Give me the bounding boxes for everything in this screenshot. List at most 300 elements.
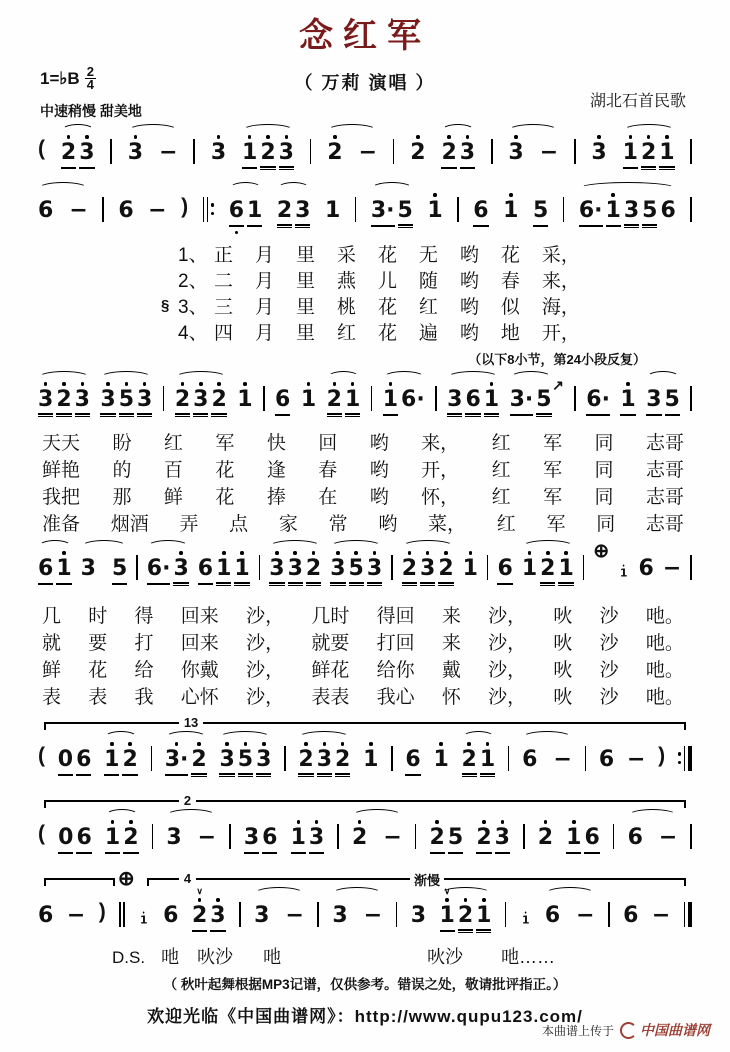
music-line-chorus-melody xyxy=(38,540,692,594)
syllable: 月 xyxy=(254,244,274,266)
slur-group xyxy=(269,540,321,594)
syllable: 准备 xyxy=(42,514,81,535)
syllable: 里 xyxy=(295,322,315,344)
slur-group xyxy=(81,540,128,594)
syllable: 采 xyxy=(336,244,356,266)
verse-syllables xyxy=(214,240,580,267)
note: 2 xyxy=(123,809,138,863)
syllable: 戴 xyxy=(441,660,461,681)
note: 3 xyxy=(330,540,345,594)
syllable: 儿 xyxy=(377,270,397,292)
syllable: 遍 xyxy=(418,322,438,344)
syllable: 地 xyxy=(500,322,520,344)
syllable: 吔。 xyxy=(645,660,684,681)
lyric-row xyxy=(42,482,684,509)
note: 2 xyxy=(462,731,477,785)
grace-note: 1 xyxy=(522,906,530,933)
syllable: 志哥 xyxy=(645,514,684,535)
note: 3 xyxy=(219,731,234,785)
syllable: 得 xyxy=(134,606,154,627)
note: 1 xyxy=(216,540,231,594)
syllable: 吔 xyxy=(161,947,180,967)
volta-bracket-1-3 xyxy=(44,715,686,731)
note: 2 xyxy=(211,371,226,425)
syllable: 的 xyxy=(112,460,132,481)
note: 3 xyxy=(591,124,606,178)
barline xyxy=(396,888,398,940)
note: − xyxy=(576,903,595,928)
barline xyxy=(585,732,587,784)
song-origin: 湖北石首民歌 xyxy=(589,93,686,110)
note: 3 xyxy=(254,903,270,928)
note: 3 xyxy=(80,556,96,581)
note: 2 xyxy=(61,124,76,178)
syllable: 怀， xyxy=(421,487,460,508)
syllable: 同 xyxy=(594,433,614,454)
slur-group xyxy=(61,124,95,178)
note: 3 xyxy=(79,124,94,178)
syllable: 花 xyxy=(500,244,520,266)
syllable: 来 xyxy=(441,633,461,654)
slur-group xyxy=(332,887,382,941)
verse-row xyxy=(178,240,580,266)
volta-label: 4 xyxy=(179,871,196,887)
music-symbol: ) xyxy=(658,744,666,767)
syllable: 吔 xyxy=(263,947,282,967)
barline xyxy=(119,888,125,940)
syllable: 打 xyxy=(134,633,154,654)
syllable: 同 xyxy=(596,514,616,535)
syllable: 吔…… xyxy=(501,947,556,967)
syllable: 红 xyxy=(496,514,516,535)
note: 3 xyxy=(410,903,426,928)
syllable: 鲜花 xyxy=(311,660,350,681)
slur-group xyxy=(327,371,361,425)
barline xyxy=(393,125,395,177)
syllable: 捧 xyxy=(266,487,286,508)
note: 3 xyxy=(367,540,382,594)
slur-group xyxy=(441,124,475,178)
note: 1 xyxy=(620,371,635,425)
note: 5 xyxy=(536,371,551,425)
syllable: 沙 xyxy=(599,606,619,627)
watermark xyxy=(542,1020,710,1040)
note: 5 xyxy=(448,809,463,863)
note: 1 xyxy=(427,182,442,236)
syllable: 似 xyxy=(500,296,520,318)
note: − xyxy=(363,903,383,928)
note: 3 xyxy=(128,124,143,178)
note: 1 xyxy=(606,182,621,236)
syllable: 常 xyxy=(328,514,348,535)
barline xyxy=(152,810,154,862)
note: 1 xyxy=(234,540,249,594)
barline xyxy=(310,125,312,177)
syllable: 来， xyxy=(421,433,460,454)
syllable: 时 xyxy=(88,606,108,627)
note: 6 xyxy=(405,731,420,785)
note: 6 xyxy=(262,809,277,863)
syllable: 里 xyxy=(295,296,315,318)
syllable: 得回 xyxy=(376,606,415,627)
syllable: 沙， xyxy=(246,606,285,627)
syllable: 吙 xyxy=(553,633,573,654)
verse-syllables xyxy=(214,318,580,345)
note: 3· xyxy=(371,182,395,236)
verse-lyrics xyxy=(161,240,580,344)
syllable: 月 xyxy=(254,322,274,344)
note: 3 xyxy=(210,887,225,941)
note: 1 xyxy=(522,540,537,594)
syllable: 花 xyxy=(88,660,108,681)
note: − xyxy=(651,903,671,928)
barline xyxy=(284,732,286,784)
syllable: 烟酒 xyxy=(110,514,149,535)
barline xyxy=(136,541,138,593)
syllable: 沙 xyxy=(599,633,619,654)
beam-group xyxy=(566,809,600,863)
note: 1 xyxy=(325,198,341,223)
chorus-lyrics-1 xyxy=(42,428,684,536)
note: 3 xyxy=(211,124,226,178)
syllable: 我把 xyxy=(42,487,81,508)
note: 1 xyxy=(463,540,478,594)
barline xyxy=(355,183,357,235)
note: 3 xyxy=(460,124,475,178)
note: 1 xyxy=(242,124,257,178)
slur-group xyxy=(440,887,492,941)
barline xyxy=(415,810,417,862)
verse-row xyxy=(161,292,580,318)
barline xyxy=(690,372,692,424)
note: 3 xyxy=(646,371,661,425)
music-symbol: ) xyxy=(181,195,189,218)
syllable: 鲜 xyxy=(42,660,62,681)
barline xyxy=(435,372,437,424)
note: 5 xyxy=(398,182,413,236)
syllable: 鲜 xyxy=(163,487,183,508)
grace-note: 1 xyxy=(620,559,628,586)
note: 6 xyxy=(38,903,54,928)
syllable: 随 xyxy=(418,270,438,292)
syllable: 我 xyxy=(134,687,154,708)
syllable: 春 xyxy=(318,460,338,481)
barline xyxy=(193,125,195,177)
note: 3 xyxy=(100,371,115,425)
note: 2 xyxy=(306,540,321,594)
lyric-row xyxy=(42,509,684,536)
syllable: D.S. xyxy=(112,948,146,967)
note: − xyxy=(69,198,88,223)
syllable: 红 xyxy=(163,433,183,454)
note: 6 xyxy=(638,556,654,581)
verse-syllables xyxy=(214,266,580,293)
slur-group xyxy=(327,124,377,178)
note: 3 xyxy=(166,825,182,850)
slur-group xyxy=(277,182,311,236)
lyric-row xyxy=(42,628,684,655)
note: 3 xyxy=(495,809,510,863)
note: 3 xyxy=(447,371,462,425)
barline xyxy=(203,183,215,235)
syllable: 同 xyxy=(594,487,614,508)
note: 2 xyxy=(538,809,553,863)
note: 2 xyxy=(430,809,445,863)
slur-group xyxy=(508,124,558,178)
syllable: 快 xyxy=(266,433,286,454)
syllable: 吙 xyxy=(553,660,573,681)
syllable: 沙 xyxy=(599,660,619,681)
note: 6 xyxy=(163,903,179,928)
syllable: 红 xyxy=(418,296,438,318)
note: 3· xyxy=(510,371,534,425)
note: 2 xyxy=(476,809,491,863)
syllable: 花 xyxy=(377,244,397,266)
syllable: 军 xyxy=(543,487,563,508)
note: 3 xyxy=(288,540,303,594)
note: 6 xyxy=(38,198,54,223)
note: 1 xyxy=(476,887,491,941)
note: 3· xyxy=(165,731,189,785)
syllable: 吙 xyxy=(553,687,573,708)
beam-group xyxy=(476,809,510,863)
note: − xyxy=(553,747,572,772)
verse-number: 2、 xyxy=(178,270,208,292)
slur-group xyxy=(510,371,552,425)
slur-group xyxy=(623,124,675,178)
note: 5 xyxy=(349,540,364,594)
note: 1 xyxy=(659,124,674,178)
note: 5 xyxy=(533,182,548,236)
syllable: 花 xyxy=(215,460,235,481)
note: 1 xyxy=(301,371,316,425)
note: 2 xyxy=(438,540,453,594)
note: 6· xyxy=(147,540,171,594)
note: 3 xyxy=(256,731,271,785)
note: 0 xyxy=(58,731,73,785)
slur-group xyxy=(462,731,496,785)
repeat-annotation: （以下8小节，第24小段反复） xyxy=(468,352,646,367)
barline xyxy=(690,183,692,235)
note: 3 xyxy=(332,903,348,928)
syllable: 你戴 xyxy=(180,660,219,681)
note: 2 xyxy=(641,124,656,178)
barline xyxy=(613,810,615,862)
note: 1 xyxy=(433,731,448,785)
beam-group xyxy=(244,809,278,863)
syllable: 百 xyxy=(163,460,183,481)
note: 2 xyxy=(277,182,292,236)
slur-group xyxy=(522,731,572,785)
syllable: 花 xyxy=(215,487,235,508)
slur-group xyxy=(219,731,271,785)
note: 6 xyxy=(623,903,639,928)
syllable: 哟 xyxy=(378,514,398,535)
barline xyxy=(259,541,261,593)
music-line-verse-melody xyxy=(38,371,692,425)
slur-group xyxy=(628,809,678,863)
syllable: 要 xyxy=(88,633,108,654)
note: 6 xyxy=(465,371,480,425)
syllable: 吔。 xyxy=(645,633,684,654)
note: 6 xyxy=(598,747,615,772)
note: 3 xyxy=(173,540,188,594)
volta-label: 13 xyxy=(179,715,203,731)
note: 1 xyxy=(484,371,499,425)
syllable: 沙， xyxy=(488,606,527,627)
note: 3 xyxy=(295,182,310,236)
note: 5 xyxy=(119,371,134,425)
slur-group xyxy=(165,731,207,785)
syllable: 就要 xyxy=(311,633,350,654)
note: 6 xyxy=(497,540,512,594)
syllable: 家 xyxy=(278,514,298,535)
slur-group xyxy=(383,371,425,425)
tempo-marking: 中速稍慢 甜美地 xyxy=(40,103,142,119)
syllable: 月 xyxy=(254,296,274,318)
slur-group xyxy=(447,371,499,425)
syllable: 来， xyxy=(541,270,580,292)
barline xyxy=(491,125,493,177)
beam-group xyxy=(291,809,325,863)
syllable: 给你 xyxy=(376,660,415,681)
note: 6· xyxy=(579,182,603,236)
syllable: 回 xyxy=(318,433,338,454)
note: 1 xyxy=(480,731,495,785)
note: 2 xyxy=(191,731,206,785)
syllable: 心怀 xyxy=(180,687,219,708)
slur-group xyxy=(105,809,139,863)
music-symbol: ) xyxy=(98,900,106,923)
ds-lyric-row xyxy=(40,943,730,967)
note: 6 xyxy=(473,182,488,236)
note: 6 xyxy=(38,540,53,594)
note: 2 xyxy=(335,731,350,785)
barline xyxy=(508,732,510,784)
music-line-ending-1-3 xyxy=(38,731,692,785)
note: 6 xyxy=(522,747,538,772)
note: 5 xyxy=(112,540,127,594)
syllable: 花 xyxy=(377,322,397,344)
music-symbol: ( xyxy=(38,744,45,767)
slur-group xyxy=(242,124,294,178)
syllable: 表 xyxy=(88,687,108,708)
barline xyxy=(110,125,112,177)
syllable: 我心 xyxy=(376,687,415,708)
syllable: 四 xyxy=(214,322,234,344)
meter-denominator: 4 xyxy=(86,77,94,92)
slur-group xyxy=(100,371,152,425)
note: 2 xyxy=(441,124,456,178)
note: 1 xyxy=(56,540,71,594)
volta-bracket-2 xyxy=(44,793,686,809)
slur-group xyxy=(147,540,189,594)
slur-group xyxy=(579,182,676,236)
syllable: 吙 xyxy=(553,606,573,627)
note: 3 xyxy=(193,371,208,425)
watermark-prefix: 本曲谱上传于 xyxy=(541,1023,614,1038)
note: 3 xyxy=(269,540,284,594)
barline xyxy=(583,541,585,593)
beam-group xyxy=(192,887,226,941)
barline xyxy=(102,183,104,235)
syllable: 回来 xyxy=(180,633,219,654)
note: 2 xyxy=(298,731,313,785)
slur-group xyxy=(254,887,304,941)
note: 1 xyxy=(345,371,360,425)
rallentando-marking: 渐慢 xyxy=(410,870,444,889)
syllable: 吙沙 xyxy=(197,947,234,967)
syllable: 来 xyxy=(441,606,461,627)
syllable: 表表 xyxy=(311,687,350,708)
lyric-row xyxy=(42,601,684,628)
note: 2 xyxy=(122,731,137,785)
syllable: 红 xyxy=(491,487,511,508)
coda-mark: ⊕ xyxy=(593,540,610,562)
syllable: 哟 xyxy=(369,487,389,508)
syllable: 采， xyxy=(541,244,580,266)
barline xyxy=(505,888,507,940)
verse-row xyxy=(178,266,580,292)
note: 3 xyxy=(309,809,324,863)
slur-group xyxy=(371,182,413,236)
segno-mark: § xyxy=(161,296,170,314)
syllable: 就 xyxy=(42,633,62,654)
barline xyxy=(608,888,610,940)
syllable: 燕 xyxy=(336,270,356,292)
syllable: 军 xyxy=(546,514,566,535)
note: 1 xyxy=(623,124,638,178)
syllable: 二 xyxy=(214,270,234,292)
syllable: 哟 xyxy=(369,433,389,454)
syllable: 桃 xyxy=(336,296,356,318)
music-line-coda xyxy=(38,887,692,941)
syllable: 哟 xyxy=(369,460,389,481)
chorus-lyrics-2 xyxy=(42,601,684,709)
barline xyxy=(678,732,692,784)
note: 2 xyxy=(175,371,190,425)
note: 2 xyxy=(327,371,342,425)
syllable: 天天 xyxy=(42,433,81,454)
key-label: 1=♭B xyxy=(40,68,80,88)
syllable: 给 xyxy=(134,660,154,681)
syllable: 点 xyxy=(229,514,249,535)
syllable: 哟 xyxy=(459,296,479,318)
syllable: 军 xyxy=(215,433,235,454)
syllable: 三 xyxy=(214,296,234,318)
note: 6· xyxy=(401,387,425,412)
syllable: 怀 xyxy=(441,687,461,708)
syllable: 在 xyxy=(318,487,338,508)
note: 6 xyxy=(229,182,244,236)
barline xyxy=(690,125,692,177)
syllable: 红 xyxy=(336,322,356,344)
syllable: 红 xyxy=(491,460,511,481)
music-line-ending-2 xyxy=(38,809,692,863)
barline xyxy=(151,732,153,784)
syllable: 海， xyxy=(541,296,580,318)
lyric-row xyxy=(42,455,684,482)
note: 5 xyxy=(642,182,657,236)
syllable: 志哥 xyxy=(645,460,684,481)
note: − xyxy=(626,747,646,772)
music-symbol: ( xyxy=(38,822,45,845)
syllable: 表 xyxy=(42,687,62,708)
lyric-row xyxy=(42,655,684,682)
note: − xyxy=(358,140,377,165)
syllable: 沙， xyxy=(488,633,527,654)
barline xyxy=(574,372,576,424)
